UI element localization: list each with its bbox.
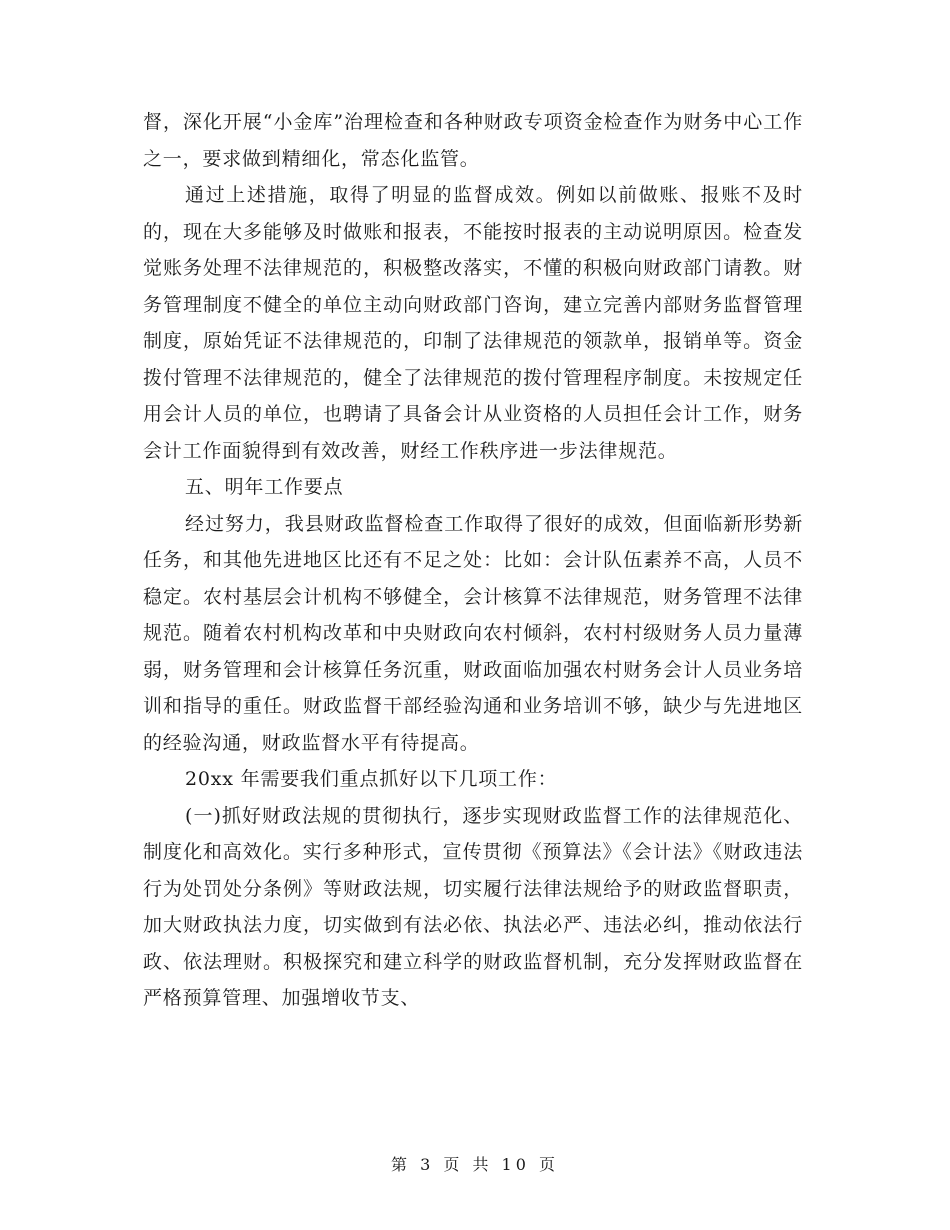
section-heading-next-year: 五、明年工作要点 bbox=[185, 476, 344, 498]
page-number-footer: 第 3 页 共 10 页 bbox=[391, 1155, 559, 1174]
document-body bbox=[143, 104, 803, 1017]
paragraph-item-one: (一)抓好财政法规的贯彻执行，逐步实现财政监督工作的法律规范化、制度化和高效化。实行多种形式，宣传贯彻《预算法》《会计法》《财政违法行为处罚处分条例》等财政法规，切实履行法律法规给予的财政监督职责，加大财政执法力度，切实做到有法必依、执法必严、违法必纠，推动依法行政、依法理财。积极探究和建立科学的财政监督机制，充分发挥财政监督在严格预算管理、加强增收节支、 bbox=[143, 804, 803, 1009]
paragraph-work-intro: 20xx 年需要我们重点抓好以下几项工作： bbox=[185, 768, 558, 790]
paragraph-supervision-results: 通过上述措施，取得了明显的监督成效。例如以前做账、报账不及时的，现在大多能够及时做账和报表，不能按时报表的主动说明原因。检查发觉账务处理不法律规范的，积极整改落实，不懂的积极向财政部门请教。财务管理制度不健全的单位主动向财政部门咨询，建立完善内部财务监督管理制度，原始凭证不法律规范的，印制了法律规范的领款单，报销单等。资金拨付管理不法律规范的，健全了法律规范的拨付管理程序制度。未按规定任用会计人员的单位，也聘请了具备会计从业资格的人员担任会计工作，财务会计工作面貌得到有效改善，财经工作秩序进一步法律规范。 bbox=[143, 184, 803, 462]
paragraph-continuation: 督，深化开展“小金库”治理检查和各种财政专项资金检查作为财务中心工作之一，要求做到精细化，常态化监管。 bbox=[143, 111, 803, 170]
paragraph-shortcomings: 经过努力，我县财政监督检查工作取得了很好的成效，但面临新形势新任务，和其他先进地区比还有不足之处：比如：会计队伍素养不高，人员不稳定。农村基层会计机构不够健全，会计核算不法律规范，财务管理不法律规范。随着农村机构改革和中央财政向农村倾斜，农村村级财务人员力量薄弱，财务管理和会计核算任务沉重，财政面临加强农村财务会计人员业务培训和指导的重任。财政监督干部经验沟通和业务培训不够，缺少与先进地区的经验沟通，财政监督水平有待提高。 bbox=[143, 512, 803, 754]
